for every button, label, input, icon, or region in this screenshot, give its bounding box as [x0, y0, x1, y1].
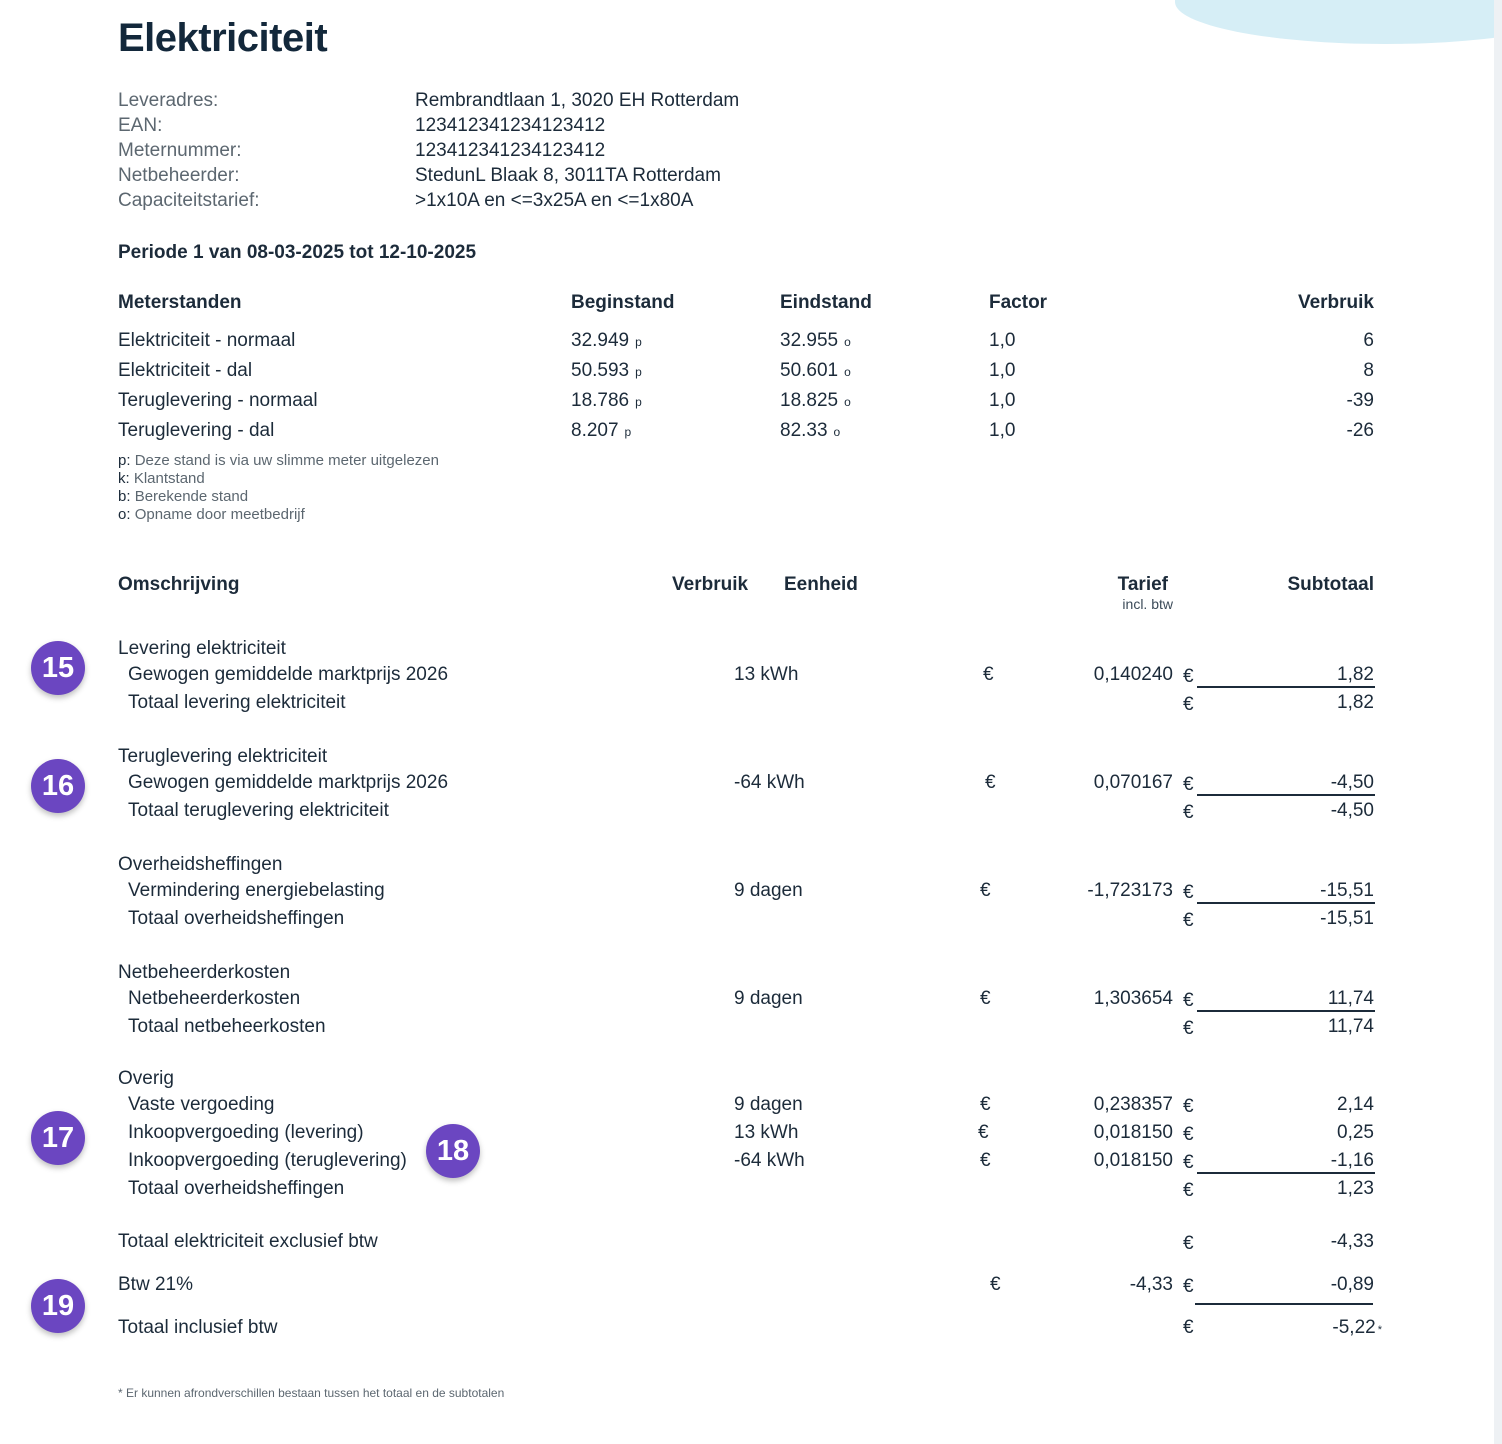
cost-line-description: Gewogen gemiddelde marktprijs 2026 — [128, 664, 449, 685]
footnote: * Er kunnen afrondverschillen bestaan tussen het totaal en de subtotalen — [118, 1386, 505, 1400]
cost-line-tariff: 0,018150 — [1093, 1150, 1173, 1171]
end-reading: 50.601 — [780, 360, 839, 381]
meter-factor: 1,0 — [989, 360, 1016, 381]
info-label: Capaciteitstarief: — [118, 190, 260, 211]
section-total-label: Totaal overheidsheffingen — [128, 1178, 345, 1199]
amount-euro-sign: € — [1183, 802, 1194, 823]
col-header-verbruik: Verbruik — [1297, 292, 1374, 313]
legend-text: Opname door meetbedrijf — [134, 506, 305, 523]
info-value: Rembrandtlaan 1, 3020 EH Rotterdam — [415, 90, 740, 111]
cost-line-description: Netbeheerderkosten — [128, 988, 301, 1009]
meter-begin-value — [571, 330, 642, 352]
col-header-omschrijving: Omschrijving — [118, 574, 240, 595]
info-value: >1x10A en <=3x25A en <=1x80A — [415, 190, 694, 211]
cost-line-tariff: -1,723173 — [1087, 880, 1173, 901]
subtotal-rule — [1197, 686, 1375, 688]
col-header-tarief: Tarief — [1117, 574, 1168, 595]
section-title: Overig — [118, 1068, 174, 1089]
amount-euro-sign: € — [1183, 774, 1194, 795]
vat-amount: -0,89 — [1330, 1274, 1374, 1295]
vat-base: -4,33 — [1129, 1274, 1173, 1295]
amount-euro-sign: € — [1183, 1096, 1194, 1117]
reading-source-code: p — [635, 365, 642, 379]
cost-line-amount: 11,74 — [1327, 988, 1374, 1009]
begin-reading: 18.786 — [571, 390, 630, 411]
subtotal-rule — [1197, 1172, 1375, 1174]
legend-item — [118, 506, 305, 523]
cost-line-usage: -64 kWh — [734, 1150, 805, 1171]
reading-source-code: o — [844, 335, 851, 349]
amount-euro-sign: € — [1183, 882, 1194, 903]
cost-line-tariff: 0,238357 — [1093, 1094, 1173, 1115]
reading-source-code: p — [635, 395, 642, 409]
footnote-marker: * — [1377, 1324, 1382, 1336]
meter-begin-value — [571, 360, 642, 382]
section-total-amount: 1,23 — [1337, 1178, 1374, 1199]
page-edge — [1494, 0, 1502, 1444]
begin-reading: 50.593 — [571, 360, 630, 381]
meter-end-value — [780, 420, 840, 442]
info-value: StedunL Blaak 8, 3011TA Rotterdam — [415, 165, 721, 186]
reading-source-code: o — [844, 395, 851, 409]
info-label: Netbeheerder: — [118, 165, 240, 186]
legend-key: o: — [118, 506, 135, 523]
cost-line-amount: 1,82 — [1337, 664, 1374, 685]
amount-euro-sign: € — [1183, 694, 1194, 715]
amount-euro-sign: € — [1183, 1018, 1194, 1039]
tariff-euro-sign: € — [978, 1122, 989, 1143]
tariff-euro-sign: € — [980, 1094, 991, 1115]
section-total-amount: 11,74 — [1327, 1016, 1374, 1037]
cost-line-usage: 9 dagen — [734, 880, 803, 901]
annotation-badge: 18 — [426, 1124, 480, 1178]
amount-euro-sign: € — [1183, 990, 1194, 1011]
amount-euro-sign: € — [1183, 1317, 1194, 1338]
cost-line-amount: -4,50 — [1330, 772, 1374, 793]
cost-line-usage: -64 kWh — [734, 772, 805, 793]
info-label: EAN: — [118, 115, 163, 136]
cost-line-usage: 13 kWh — [734, 1122, 799, 1143]
cost-line-tariff: 0,070167 — [1093, 772, 1173, 793]
end-reading: 32.955 — [780, 330, 839, 351]
section-title: Levering elektriciteit — [118, 638, 286, 659]
legend-key: p: — [118, 452, 135, 469]
period-heading: Periode 1 van 08-03-2025 tot 12-10-2025 — [118, 242, 477, 263]
end-reading: 82.33 — [780, 420, 828, 441]
annotation-badge: 15 — [31, 641, 85, 695]
total-incl-value: -5,22 — [1332, 1317, 1376, 1338]
amount-euro-sign: € — [1183, 910, 1194, 931]
decorative-wave — [1175, 0, 1502, 44]
section-total-amount: -4,50 — [1330, 800, 1374, 821]
reading-source-code: o — [833, 425, 841, 439]
end-reading: 18.825 — [780, 390, 839, 411]
amount-euro-sign: € — [1183, 1124, 1194, 1145]
subtotal-rule — [1197, 1010, 1375, 1012]
cost-line-description: Inkoopvergoeding (teruglevering) — [128, 1150, 407, 1171]
amount-euro-sign: € — [1183, 1233, 1194, 1254]
meter-row-name: Elektriciteit - dal — [118, 360, 253, 381]
cost-line-amount: 2,14 — [1337, 1094, 1374, 1115]
cost-line-amount: -1,16 — [1330, 1150, 1374, 1171]
reading-source-code: p — [635, 335, 642, 349]
col-subheader-incl-btw: incl. btw — [1122, 596, 1173, 612]
section-title: Teruglevering elektriciteit — [118, 746, 328, 767]
tariff-euro-sign: € — [983, 664, 994, 685]
cost-line-usage: 9 dagen — [734, 1094, 803, 1115]
meter-usage: 6 — [1363, 330, 1374, 351]
legend-item — [118, 470, 205, 487]
annotation-badge: 17 — [31, 1111, 85, 1165]
cost-line-description: Inkoopvergoeding (levering) — [128, 1122, 364, 1143]
section-total-label: Totaal overheidsheffingen — [128, 908, 345, 929]
meter-factor: 1,0 — [989, 390, 1016, 411]
total-incl-amount — [1332, 1317, 1382, 1339]
total-excl-amount: -4,33 — [1330, 1231, 1374, 1252]
meter-row-name: Teruglevering - dal — [118, 420, 275, 441]
meter-end-value — [780, 390, 851, 412]
amount-euro-sign: € — [1183, 1152, 1194, 1173]
col-header-meterstanden: Meterstanden — [118, 292, 242, 313]
begin-reading: 8.207 — [571, 420, 619, 441]
tariff-euro-sign: € — [980, 880, 991, 901]
cost-line-tariff: 0,140240 — [1093, 664, 1173, 685]
section-title: Netbeheerderkosten — [118, 962, 291, 983]
cost-line-amount: -15,51 — [1320, 880, 1374, 901]
meter-usage: -26 — [1346, 420, 1374, 441]
col-header-beginstand: Beginstand — [571, 292, 675, 313]
legend-item — [118, 452, 439, 469]
info-value: 123412341234123412 — [415, 115, 606, 136]
legend-text: Berekende stand — [134, 488, 249, 505]
meter-row-name: Teruglevering - normaal — [118, 390, 318, 411]
tariff-euro-sign: € — [990, 1274, 1001, 1295]
meter-end-value — [780, 330, 851, 352]
meter-usage: 8 — [1363, 360, 1374, 381]
cost-line-description: Gewogen gemiddelde marktprijs 2026 — [128, 772, 449, 793]
cost-line-tariff: 0,018150 — [1093, 1122, 1173, 1143]
info-value: 123412341234123412 — [415, 140, 606, 161]
info-label: Meternummer: — [118, 140, 242, 161]
section-total-label: Totaal teruglevering elektriciteit — [128, 800, 389, 821]
subtotal-rule — [1197, 902, 1375, 904]
meter-factor: 1,0 — [989, 420, 1016, 441]
reading-source-code: o — [844, 365, 851, 379]
total-incl-label: Totaal inclusief btw — [118, 1317, 278, 1338]
meter-begin-value — [571, 420, 631, 442]
col-header-eindstand: Eindstand — [780, 292, 872, 313]
meter-end-value — [780, 360, 851, 382]
section-total-label: Totaal levering elektriciteit — [128, 692, 346, 713]
cost-line-description: Vaste vergoeding — [128, 1094, 275, 1115]
grand-total-rule — [1195, 1303, 1373, 1305]
tariff-euro-sign: € — [980, 1150, 991, 1171]
vat-label: Btw 21% — [118, 1274, 193, 1295]
section-total-amount: 1,82 — [1337, 692, 1374, 713]
tariff-euro-sign: € — [980, 988, 991, 1009]
total-excl-label: Totaal elektriciteit exclusief btw — [118, 1231, 378, 1252]
info-label: Leveradres: — [118, 90, 219, 111]
col-header-verbruik: Verbruik — [672, 574, 749, 595]
amount-euro-sign: € — [1183, 666, 1194, 687]
cost-line-tariff: 1,303654 — [1093, 988, 1173, 1009]
legend-key: k: — [118, 470, 134, 487]
amount-euro-sign: € — [1183, 1276, 1194, 1297]
col-header-subtotaal: Subtotaal — [1287, 574, 1374, 595]
begin-reading: 32.949 — [571, 330, 630, 351]
cost-line-description: Vermindering energiebelasting — [128, 880, 385, 901]
section-total-label: Totaal netbeheerkosten — [128, 1016, 326, 1037]
tariff-euro-sign: € — [985, 772, 996, 793]
cost-line-amount: 0,25 — [1337, 1122, 1374, 1143]
col-header-factor: Factor — [989, 292, 1048, 313]
amount-euro-sign: € — [1183, 1180, 1194, 1201]
legend-text: Deze stand is via uw slimme meter uitgelezen — [134, 452, 439, 469]
legend-key: b: — [118, 488, 135, 505]
reading-source-code: p — [624, 425, 632, 439]
cost-line-usage: 9 dagen — [734, 988, 803, 1009]
meter-factor: 1,0 — [989, 330, 1016, 351]
legend-item — [118, 488, 248, 505]
annotation-badge: 19 — [31, 1279, 85, 1333]
cost-line-usage: 13 kWh — [734, 664, 799, 685]
meter-row-name: Elektriciteit - normaal — [118, 330, 296, 351]
section-total-amount: -15,51 — [1320, 908, 1374, 929]
section-title: Overheidsheffingen — [118, 854, 283, 875]
page-title: Elektriciteit — [118, 16, 328, 60]
legend-text: Klantstand — [133, 470, 205, 487]
col-header-eenheid: Eenheid — [784, 574, 858, 595]
annotation-badge: 16 — [31, 759, 85, 813]
subtotal-rule — [1197, 794, 1375, 796]
meter-usage: -39 — [1346, 390, 1374, 411]
meter-begin-value — [571, 390, 642, 412]
